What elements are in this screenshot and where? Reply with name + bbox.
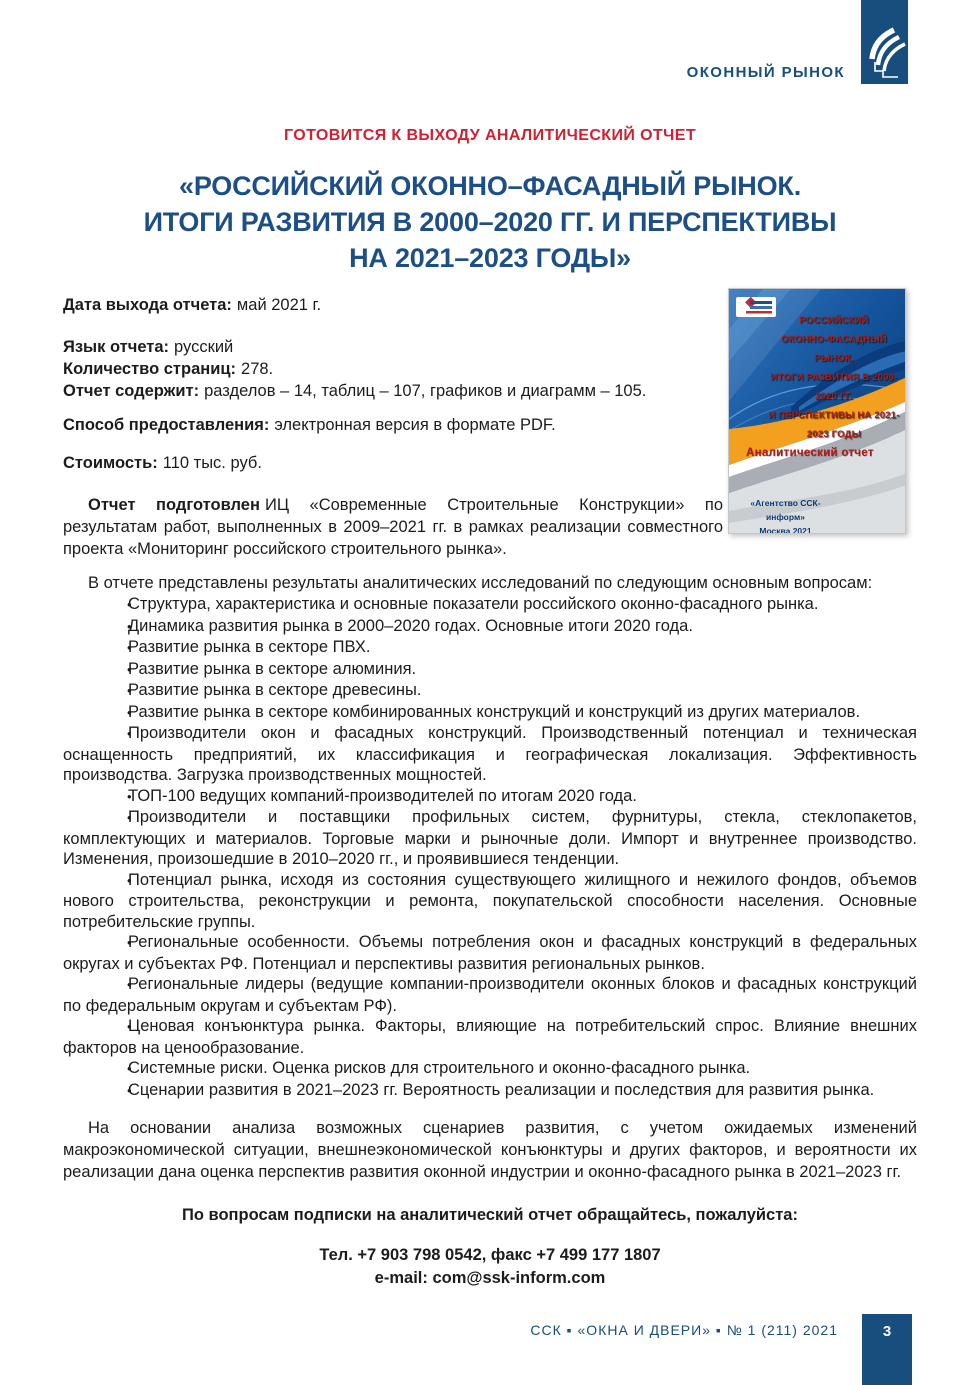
report-title-line-3: НА 2021–2023 ГОДЫ»	[349, 243, 631, 273]
report-details	[63, 294, 708, 474]
bullet-item: • Структура, характеристика и основные показатели российского оконно-фасадного рынка.	[63, 594, 917, 616]
detail-value: 278.	[241, 360, 274, 378]
bullet-item: • Ценовая конъюнктура рынка. Факторы, влияющие на потребительский спрос. Влияние внешних факторов на ценообразование.	[63, 1016, 917, 1058]
bullet-item: • Развитие рынка в секторе ПВХ.	[63, 637, 917, 659]
page-number: 3	[882, 1323, 892, 1340]
bullet-item: • Потенциал рынка, исходя из состояния существующего жилищного и нежилого фондов, объемов нового строительства, реконструкции и ремонта, покупательской способности населения. Основные потребительские группы.	[63, 870, 917, 933]
bullet-item: • Динамика развития рынка в 2000–2020 годах. Основные итоги 2020 года.	[63, 616, 917, 638]
detail-label: Отчет содержит:	[63, 382, 200, 400]
paragraph-conclusion: На основании анализа возможных сценариев развития, с учетом ожидаемых изменений макроэкономической ситуации, внешнеэкономической конъюнктуры и других факторов, и вероятности их реализации дана оценка перспектив развития оконной индустрии и оконно-фасадного рынка в 2021–2023 гг.	[63, 1119, 917, 1181]
cover-title-line: И ПЕРСПЕКТИВЫ НА 2021-2023 ГОДЫ	[768, 410, 900, 440]
detail-value: электронная версия в формате PDF.	[274, 416, 556, 434]
cover-publisher-name: «Агентство ССК-информ»	[750, 498, 821, 522]
bullet-item: • Развитие рынка в секторе алюминия.	[63, 659, 917, 681]
detail-value: разделов – 14, таблиц – 107, графиков и диаграмм – 105.	[204, 382, 647, 400]
report-title-line-1: «РОССИЙСКИЙ ОКОННО–ФАСАДНЫЙ РЫНОК.	[179, 171, 801, 201]
footer-issue-info: ССК ▪ «ОКНА И ДВЕРИ» ▪ № 1 (211) 2021	[530, 1322, 838, 1338]
bullet-item: • Развитие рынка в секторе комбинированных конструкций и конструкций из других материалов.	[63, 702, 917, 724]
cover-title	[767, 311, 901, 444]
cover-title-line: РОССИЙСКИЙ	[799, 315, 869, 326]
bullet-item: • ТОП-100 ведущих компаний-производителей по итогам 2020 года.	[63, 786, 917, 808]
detail-delivery	[63, 414, 708, 436]
cover-city-year: Москва 2021	[759, 526, 812, 534]
detail-value: 110 тыс. руб.	[162, 454, 262, 472]
detail-release-date	[63, 294, 708, 316]
paragraph-rest: ИЦ «Современные Строительные Конструкции» по результатам работ, выполненных в 2009–2021 гг. в рамках реализации совместного проекта «Мониторинг российского строительного рынка».	[63, 496, 723, 558]
bullet-item: • Производители и поставщики профильных систем, фурнитуры, стекла, стеклопакетов, комплектующих и материалов. Торговые марки и рыночные доли. Импорт и внутреннее производство. Изменения, произошедшие в 2010–2020 гг., и проявившиеся тенденции.	[63, 807, 917, 870]
bullet-item: • Производители окон и фасадных конструкций. Производственный потенциал и техническая оснащенность предприятий, их классификация и географическая локализация. Эффективность производства. Загрузка производственных мощностей.	[63, 723, 917, 786]
detail-value: русский	[174, 338, 234, 356]
detail-label: Язык отчета:	[63, 338, 170, 356]
bullet-item: • Развитие рынка в секторе древесины.	[63, 680, 917, 702]
bullet-item: • Региональные особенности. Объемы потребления окон и фасадных конструкций в федеральных округах и субъектах РФ. Потенциал и перспективы развития региональных рынков.	[63, 932, 917, 974]
paragraph-intro: В отчете представлены результаты аналитических исследований по следующим основным вопросам:	[88, 574, 873, 592]
contact-email: e-mail: com@ssk-inform.com	[374, 1269, 606, 1287]
detail-contents	[63, 380, 708, 402]
page-number-box	[862, 1314, 912, 1385]
report-cover-thumbnail	[728, 288, 906, 534]
paragraph-lead: Отчет подготовлен	[88, 496, 260, 514]
detail-pages	[63, 358, 708, 380]
cover-publisher	[733, 496, 838, 534]
bullet-item: • Региональные лидеры (ведущие компании-производители оконных блоков и фасадных конструкций по федеральным округам и субъектам РФ).	[63, 974, 917, 1016]
kicker: ГОТОВИТСЯ К ВЫХОДУ АНАЛИТИЧЕСКИЙ ОТЧЕТ	[283, 127, 696, 144]
detail-label: Количество страниц:	[63, 360, 237, 378]
detail-label: Стоимость:	[63, 454, 158, 472]
detail-price	[63, 452, 708, 474]
detail-label: Дата выхода отчета:	[63, 296, 232, 314]
cover-title-line: ОКОННО-ФАСАДНЫЙ РЫНОК.	[781, 334, 887, 364]
contact-heading: По вопросам подписки на аналитический отчет обращайтесь, пожалуйста:	[182, 1206, 798, 1224]
bullet-item: • Сценарии развития в 2021–2023 гг. Вероятность реализации и последствия для развития рынка.	[63, 1080, 917, 1102]
detail-label: Способ предоставления:	[63, 416, 270, 434]
cover-title-line: ИТОГИ РАЗВИТИЯ В 2000-2020 ГГ.	[770, 372, 898, 402]
bullet-item: • Системные риски. Оценка рисков для строительного и оконно-фасадного рынка.	[63, 1058, 917, 1080]
detail-value: май 2021 г.	[236, 296, 322, 314]
cover-subtitle: Аналитический отчет	[746, 447, 874, 459]
bullet-list	[63, 594, 917, 1101]
paragraph-prepared-by	[63, 494, 723, 560]
contact-phone: Тел. +7 903 798 0542, факс +7 499 177 1807	[319, 1246, 661, 1264]
report-title	[63, 168, 917, 276]
detail-language	[63, 336, 708, 358]
report-title-line-2: ИТОГИ РАЗВИТИЯ В 2000–2020 ГГ. И ПЕРСПЕКТИВЫ	[143, 207, 837, 237]
header-section-label: ОКОННЫЙ РЫНОК	[686, 64, 845, 81]
